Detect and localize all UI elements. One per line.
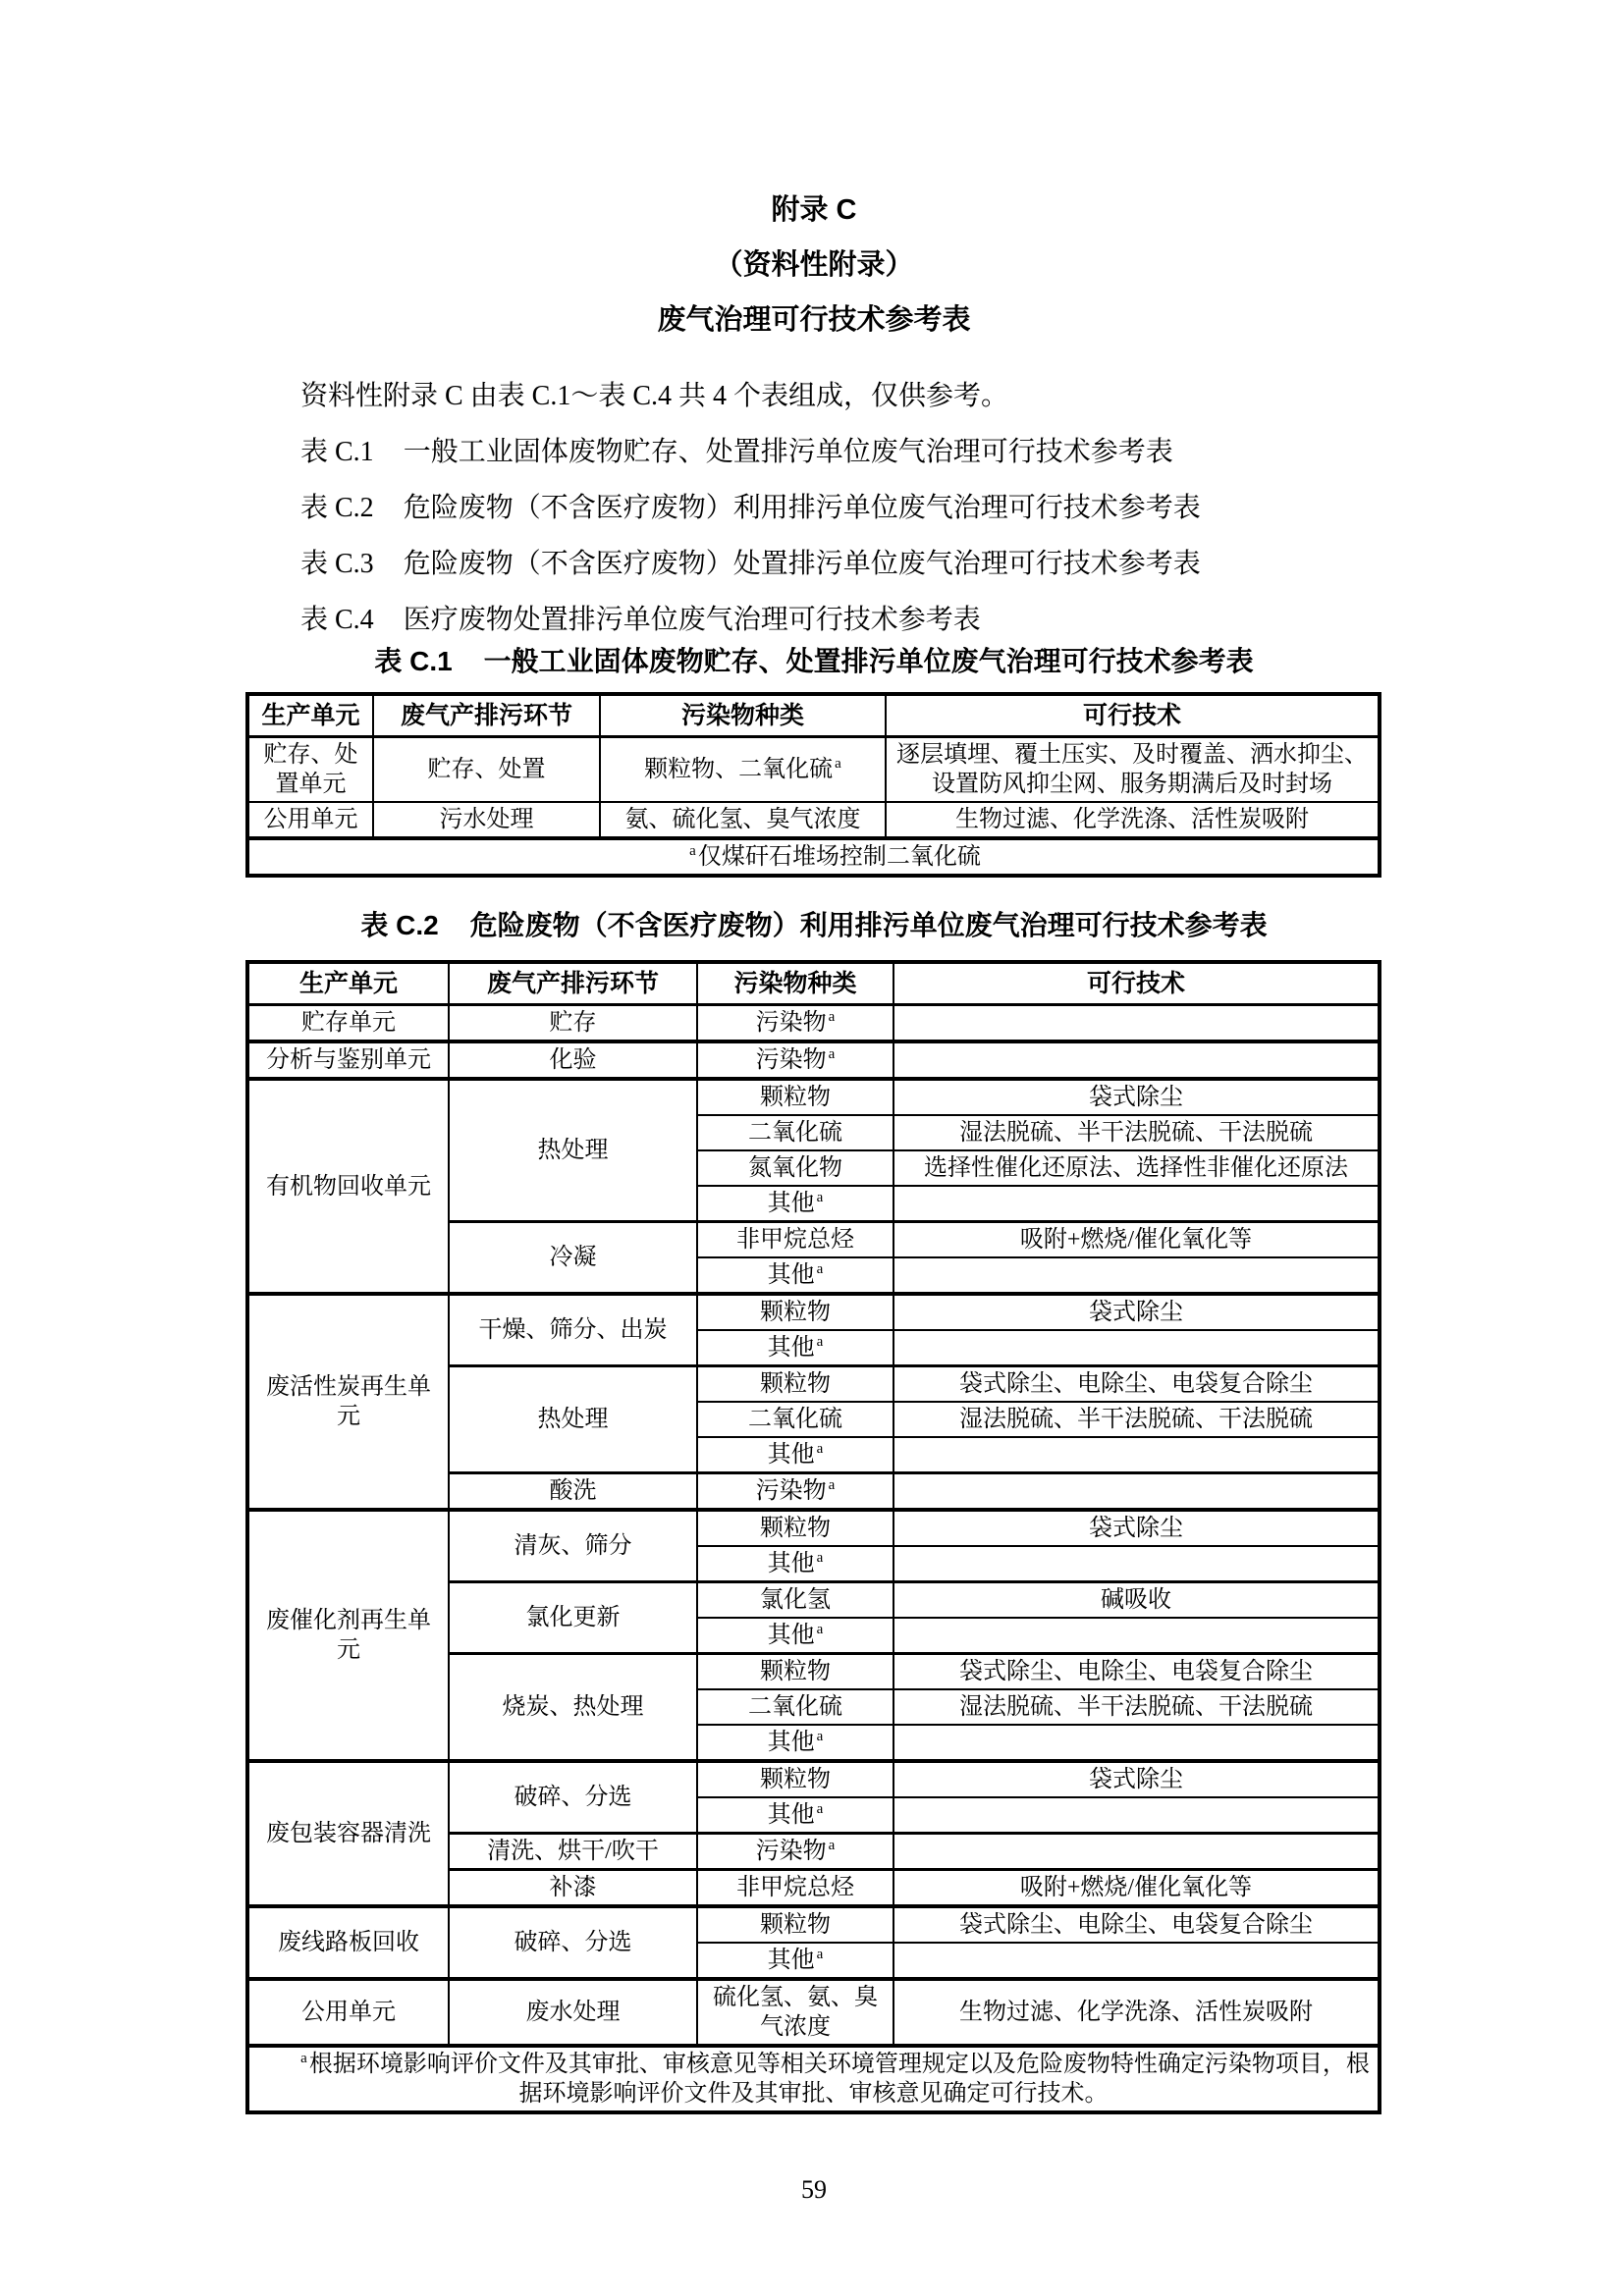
table-cell (893, 1943, 1380, 1979)
table-c1-caption (245, 647, 1382, 676)
table-row (247, 737, 1380, 803)
table-c2 (245, 960, 1381, 2114)
table-cell: 破碎、分选 (449, 1906, 697, 1979)
page-number: 59 (801, 2175, 827, 2204)
toc-item-text: 危险废物（不含医疗废物）利用排污单位废气治理可行技术参考表 (403, 493, 1201, 523)
table-cell: 二氧化硫 (697, 1689, 893, 1725)
table-cell: 补漆 (449, 1870, 697, 1907)
toc-item-label: 表 C.3 (300, 549, 374, 579)
intro-paragraph: 资料性附录 C 由表 C.1～表 C.4 共 4 个表组成，仅供参考。 (300, 381, 1009, 411)
toc-item-text: 危险废物（不含医疗废物）处置排污单位废气治理可行技术参考表 (403, 549, 1201, 579)
table-cell: 吸附+燃烧/催化氧化等 (893, 1222, 1380, 1258)
table-cell: 其他 $^a$ (697, 1546, 893, 1582)
table-cell: 贮存、处置单元 (247, 737, 373, 803)
table-cell: 颗粒物 (697, 1906, 893, 1943)
table-c1-caption-text: 一般工业固体废物贮存、处置排污单位废气治理可行技术参考表 (483, 646, 1254, 676)
table-c1-footnote: $^a$仅煤矸石堆场控制二氧化硫 (247, 838, 1380, 876)
table-cell (893, 1797, 1380, 1834)
table-row (247, 838, 1380, 876)
table-cell: 公用单元 (247, 1979, 449, 2046)
table-cell: 袋式除尘 (893, 1294, 1380, 1330)
table-cell (893, 1725, 1380, 1761)
table-cell: 二氧化硫 (697, 1115, 893, 1150)
table-row (247, 1761, 1380, 1797)
table-cell: 污水处理 (373, 802, 600, 838)
table-cell: 生物过滤、化学洗涤、活性炭吸附 (893, 1979, 1380, 2046)
column-header: 污染物种类 (697, 962, 893, 1005)
table-cell: 有机物回收单元 (247, 1079, 449, 1294)
header-row (247, 694, 1380, 737)
column-header: 废气产排污环节 (449, 962, 697, 1005)
table-cell: 其他 $^a$ (697, 1797, 893, 1834)
table-cell: 非甲烷总烃 (697, 1870, 893, 1907)
table-cell: 干燥、筛分、出炭 (449, 1294, 697, 1366)
table-cell: 颗粒物 (697, 1761, 893, 1797)
column-header: 废气产排污环节 (373, 694, 600, 737)
table-c2-caption-label: 表 C.2 (360, 910, 439, 940)
table-cell: 生物过滤、化学洗涤、活性炭吸附 (886, 802, 1380, 838)
table-cell: 硫化氢、氨、臭气浓度 (697, 1979, 893, 2046)
table-cell: 湿法脱硫、半干法脱硫、干法脱硫 (893, 1689, 1380, 1725)
table-row (247, 1041, 1380, 1079)
table-cell: 袋式除尘 (893, 1510, 1380, 1546)
table-cell: 氮氧化物 (697, 1150, 893, 1186)
table-cell: 废线路板回收 (247, 1906, 449, 1979)
toc-item-c2 (245, 494, 1382, 523)
table-cell: 公用单元 (247, 802, 373, 838)
table-row (247, 1979, 1380, 2046)
toc-item-text: 医疗废物处置排污单位废气治理可行技术参考表 (403, 605, 981, 635)
table-cell: 废包装容器清洗 (247, 1761, 449, 1906)
table-cell (893, 1330, 1380, 1366)
table-cell: 热处理 (449, 1079, 697, 1222)
table-cell: 烧炭、热处理 (449, 1654, 697, 1762)
table-cell: 湿法脱硫、半干法脱硫、干法脱硫 (893, 1402, 1380, 1437)
table-cell: 颗粒物 (697, 1079, 893, 1115)
table-c2-caption (245, 911, 1382, 940)
table-cell: 选择性催化还原法、选择性非催化还原法 (893, 1150, 1380, 1186)
table-cell: 袋式除尘、电除尘、电袋复合除尘 (893, 1906, 1380, 1943)
table-cell: 袋式除尘 (893, 1079, 1380, 1115)
table-cell: 污染物 $^a$ (697, 1041, 893, 1079)
table-cell: 颗粒物 (697, 1510, 893, 1546)
header-row (247, 962, 1380, 1005)
table-row (247, 1294, 1380, 1330)
table-cell: 氯化更新 (449, 1582, 697, 1654)
toc-item-label: 表 C.1 (300, 437, 374, 467)
table-cell: 污染物 $^a$ (697, 1834, 893, 1870)
table-cell: 贮存单元 (247, 1005, 449, 1042)
table-cell: 废活性炭再生单元 (247, 1294, 449, 1510)
table-cell: 碱吸收 (893, 1582, 1380, 1619)
table-cell: 二氧化硫 (697, 1402, 893, 1437)
table-row (247, 1906, 1380, 1943)
appendix-type: （资料性附录） (714, 249, 914, 281)
table-cell: 其他 $^a$ (697, 1943, 893, 1979)
table-cell: 贮存 (449, 1005, 697, 1042)
table-row (247, 802, 1380, 838)
table-cell: 清洗、烘干/吹干 (449, 1834, 697, 1870)
table-cell (893, 1618, 1380, 1654)
table-c2-footnote: $^a$根据环境影响评价文件及其审批、审核意见等相关环境管理规定以及危险废物特性确定污染物项目，根据环境影响评价文件及其审批、审核意见确定可行技术。 (247, 2046, 1380, 2112)
table-c1-caption-label: 表 C.1 (374, 646, 453, 676)
table-cell: 袋式除尘、电除尘、电袋复合除尘 (893, 1654, 1380, 1690)
table-cell: 袋式除尘、电除尘、电袋复合除尘 (893, 1366, 1380, 1403)
column-header: 可行技术 (893, 962, 1380, 1005)
table-cell: 其他 $^a$ (697, 1257, 893, 1294)
table-cell: 废水处理 (449, 1979, 697, 2046)
table-cell: 冷凝 (449, 1222, 697, 1295)
toc-item-c4 (245, 606, 1382, 635)
column-header: 污染物种类 (600, 694, 886, 737)
table-cell (893, 1473, 1380, 1511)
table-cell: 袋式除尘 (893, 1761, 1380, 1797)
table-row (247, 1005, 1380, 1042)
column-header: 可行技术 (886, 694, 1380, 737)
table-cell (893, 1834, 1380, 1870)
table-cell (893, 1186, 1380, 1222)
table-cell: 污染物 $^a$ (697, 1005, 893, 1042)
table-cell (893, 1257, 1380, 1294)
table-cell: 氨、硫化氢、臭气浓度 (600, 802, 886, 838)
table-cell (893, 1041, 1380, 1079)
column-header: 生产单元 (247, 694, 373, 737)
table-cell: 其他 $^a$ (697, 1330, 893, 1366)
table-cell: 其他 $^a$ (697, 1186, 893, 1222)
toc-item-c3 (245, 550, 1382, 579)
table-cell: 湿法脱硫、半干法脱硫、干法脱硫 (893, 1115, 1380, 1150)
table-cell: 氯化氢 (697, 1582, 893, 1619)
table-cell: 热处理 (449, 1366, 697, 1473)
toc-item-c1 (245, 438, 1382, 467)
toc-item-text: 一般工业固体废物贮存、处置排污单位废气治理可行技术参考表 (403, 437, 1173, 467)
table-cell: 逐层填埋、覆土压实、及时覆盖、洒水抑尘、设置防风抑尘网、服务期满后及时封场 (886, 737, 1380, 803)
column-header: 生产单元 (247, 962, 449, 1005)
appendix-title: 废气治理可行技术参考表 (657, 304, 971, 336)
table-cell: 颗粒物、二氧化硫 $^a$ (600, 737, 886, 803)
page-content (245, 0, 1382, 2205)
table-row (247, 1510, 1380, 1546)
table-cell: 颗粒物 (697, 1294, 893, 1330)
table-cell: 污染物 $^a$ (697, 1473, 893, 1511)
table-cell: 颗粒物 (697, 1654, 893, 1690)
table-cell: 废催化剂再生单元 (247, 1510, 449, 1761)
table-row (247, 2046, 1380, 2112)
table-cell: 吸附+燃烧/催化氧化等 (893, 1870, 1380, 1907)
table-cell: 清灰、筛分 (449, 1510, 697, 1582)
table-c2-caption-text: 危险废物（不含医疗废物）利用排污单位废气治理可行技术参考表 (469, 910, 1268, 940)
toc-item-label: 表 C.4 (300, 605, 374, 635)
table-cell: 破碎、分选 (449, 1761, 697, 1834)
toc-item-label: 表 C.2 (300, 493, 374, 523)
appendix-label: 附录 C (771, 194, 857, 226)
table-cell: 贮存、处置 (373, 737, 600, 803)
table-cell: 非甲烷总烃 (697, 1222, 893, 1258)
table-cell: 酸洗 (449, 1473, 697, 1511)
table-cell: 颗粒物 (697, 1366, 893, 1403)
table-cell: 化验 (449, 1041, 697, 1079)
table-row (247, 1079, 1380, 1115)
table-cell: 分析与鉴别单元 (247, 1041, 449, 1079)
table-cell (893, 1005, 1380, 1042)
table-cell: 其他 $^a$ (697, 1618, 893, 1654)
table-cell: 其他 $^a$ (697, 1725, 893, 1761)
table-c1 (245, 692, 1381, 878)
table-cell: 其他 $^a$ (697, 1437, 893, 1473)
table-cell (893, 1546, 1380, 1582)
table-cell (893, 1437, 1380, 1473)
